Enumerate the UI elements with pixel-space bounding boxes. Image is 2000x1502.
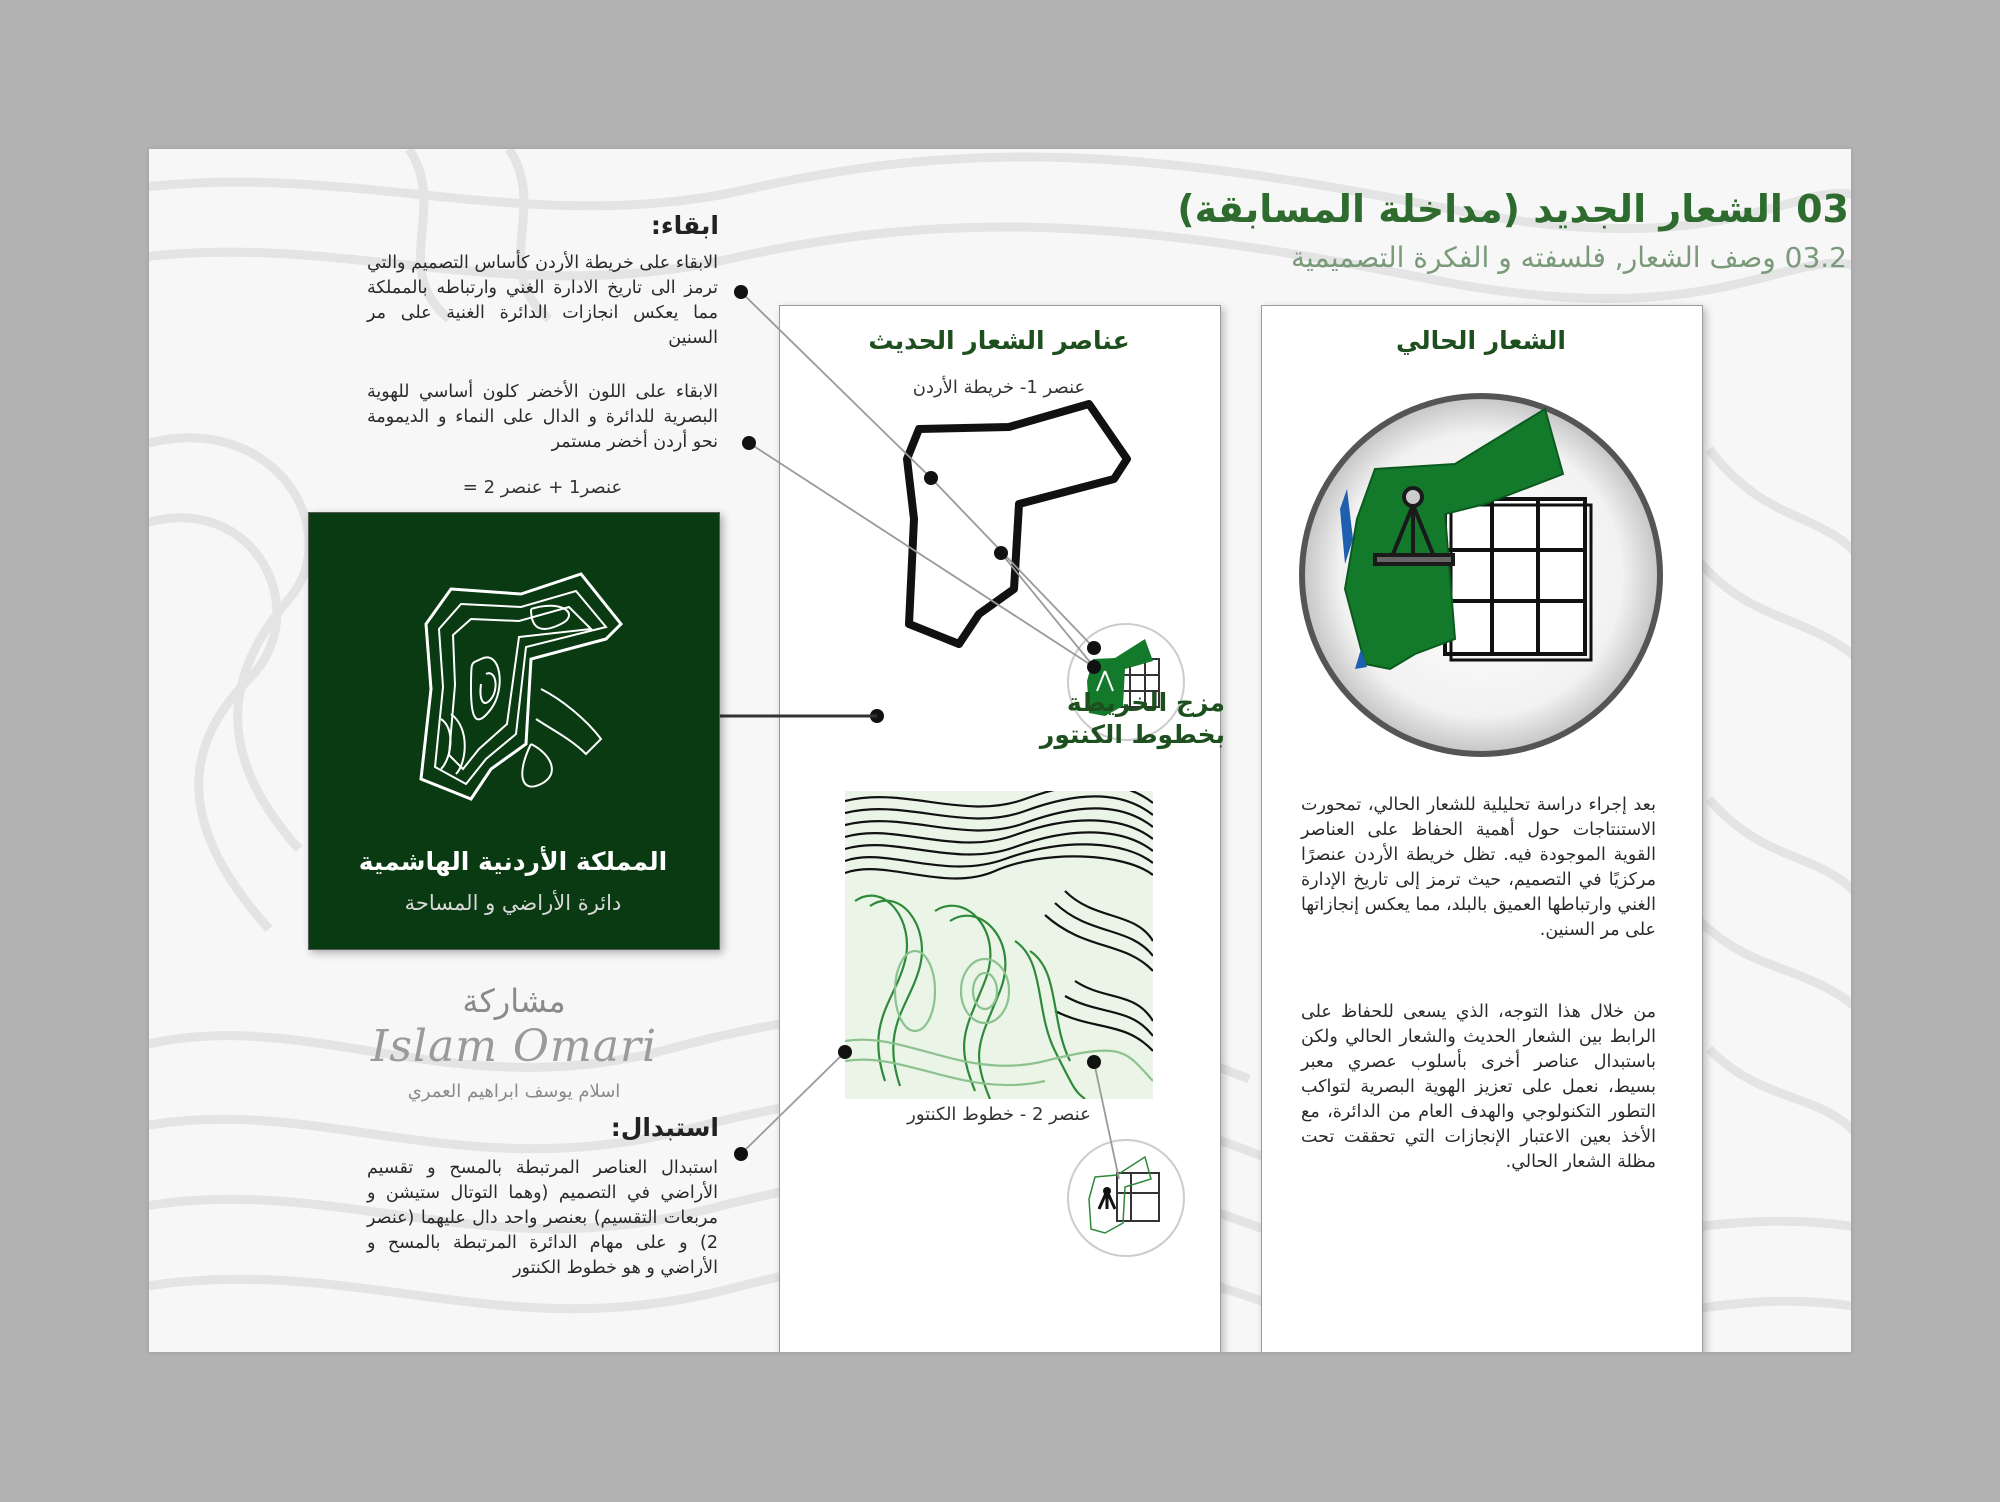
new-logo-title: المملكة الأردنية الهاشمية	[358, 847, 668, 876]
equation-label: عنصر1 + عنصر 2 =	[462, 477, 623, 498]
modern-elements-title: عناصر الشعار الحديث	[868, 326, 1130, 355]
blend-label-line-1: مزج الخريطة	[1066, 688, 1225, 717]
replace-heading: استبدال:	[610, 1113, 719, 1142]
current-logo-paragraph-1: بعد إجراء دراسة تحليلية للشعار الحالي، تمحورت الاستنتاجات حول أهمية الحفاظ على العناصر القوية الموجودة فيه. تظل خريطة الأردن عنصرًا مركزيًا في التصميم، حيث ترمز إلى تاريخ الإدارة الغني وارتباطها العميق بالبلد، مما يعكس إنجازاتها على مر السنين.	[1301, 795, 1656, 940]
replace-paragraph: استبدال العناصر المرتبطة بالمسح و تقسيم الأراضي في التصميم (وهما التوتال ستيشن و مربعات التقسيم) بعنصر واحد دال عليهما (عنصر 2) و على مهام الدائرة المرتبطة بالمسح و الأراضي و هو خطوط الكنتور	[367, 1158, 718, 1278]
new-logo-subtitle: دائرة الأراضي و المساحة	[404, 891, 622, 915]
keep-heading: ابقاء:	[650, 211, 719, 240]
blend-label-line-2: بخطوط الكنتور	[1039, 720, 1225, 749]
page-title: 03 الشعار الجديد (مداخلة المسابقة)	[1177, 187, 1849, 231]
author-full-name: اسلام يوسف ابراهيم العمري	[407, 1081, 621, 1102]
current-logo-title: الشعار الحالي	[1395, 326, 1567, 355]
keep-paragraph-2: الابقاء على اللون الأخضر كلون أساسي للهوية البصرية للدائرة و الدال على النماء و الديمومة نحو أردن أخضر مستمر	[367, 382, 718, 452]
element-2-label: عنصر 2 - خطوط الكنتور	[907, 1104, 1091, 1125]
contour-map-icon	[411, 569, 641, 819]
keep-paragraph-1: الابقاء على خريطة الأردن كأساس التصميم والتي ترمز الى تاريخ الادارة الغني وارتباطه بالمملكة مما يعكس انجازات الدائرة الغنية على مر السنين	[367, 253, 718, 348]
page-subtitle: 03.2 وصف الشعار, فلسفته و الفكرة التصميمية	[1291, 241, 1847, 274]
element-1-label: عنصر 1- خريطة الأردن	[912, 377, 1086, 398]
current-logo-paragraph-2: من خلال هذا التوجه، الذي يسعى للحفاظ على الرابط بين الشعار الحديث والشعار الحالي ولكن باستبدال عناصر أخرى بأسلوب عصري معبر بسيط، نعمل على تعزيز الهوية البصرية لتواكب التطور التكنولوجي والهدف العام من الدائرة، مع الأخذ بعين الاعتبار الإنجازات التي تحققت تحت مظلة الشعار الحالي.	[1301, 1002, 1656, 1172]
participation-label: مشاركة	[462, 982, 566, 1020]
poster-sheet	[149, 149, 1851, 1352]
author-signature: Islam Omari	[370, 1021, 658, 1072]
